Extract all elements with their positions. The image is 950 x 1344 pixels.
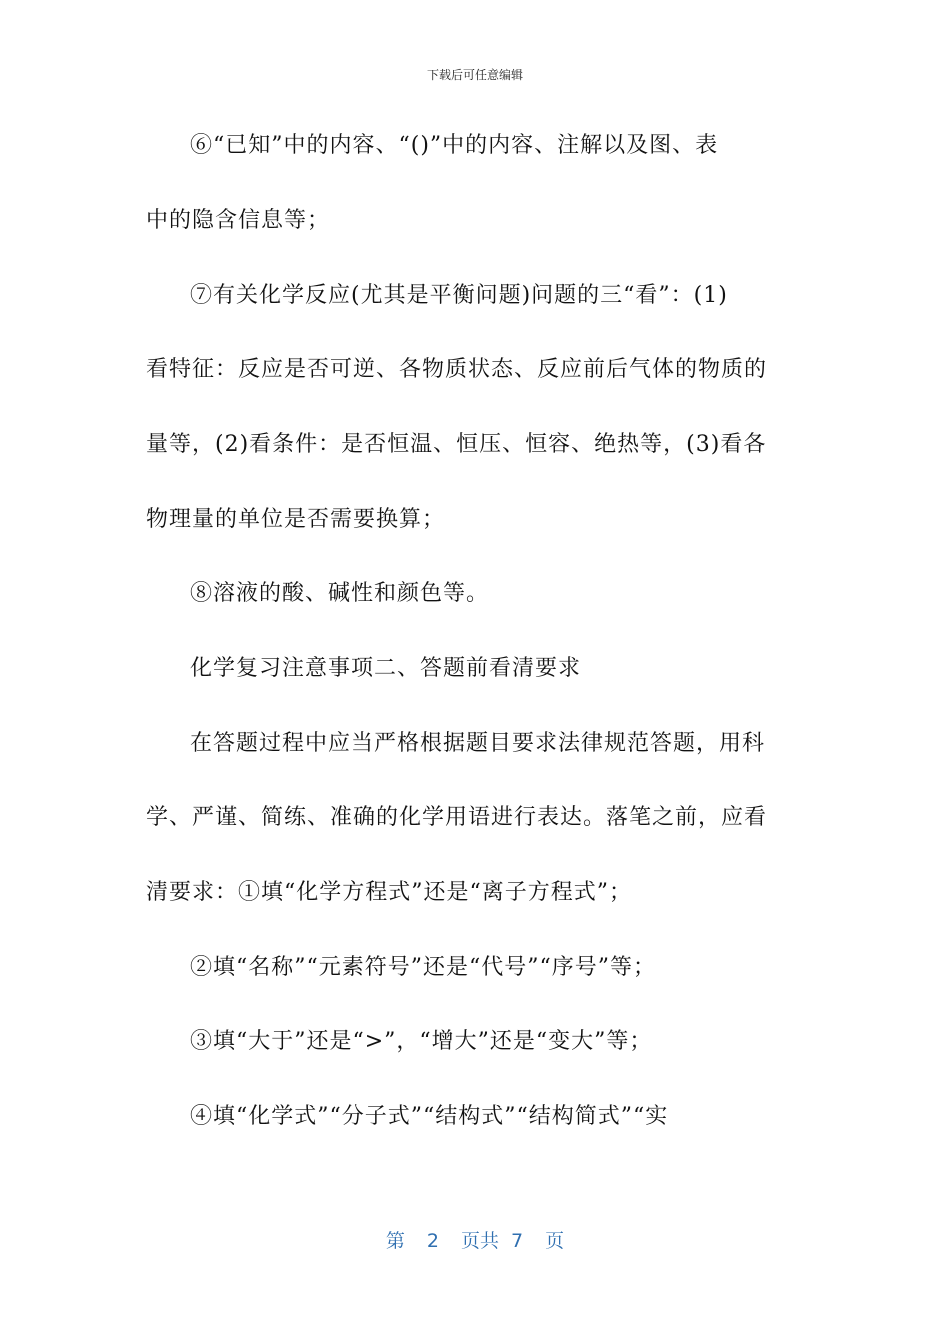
page-footer bbox=[0, 1226, 950, 1253]
footer-suffix: 页 bbox=[545, 1230, 565, 1252]
page-header: 下载后可任意编辑 bbox=[426, 68, 523, 82]
footer-prefix: 第 bbox=[385, 1230, 405, 1252]
paragraph-line: 物理量的单位是否需要换算； bbox=[146, 507, 446, 532]
paragraph-line: 看特征：反应是否可逆、各物质状态、反应前后气体的物质的 bbox=[146, 357, 768, 382]
paragraph-line: ③填“大于”还是“>”，“增大”还是“变大”等； bbox=[190, 1029, 653, 1054]
paragraph-line: 在答题过程中应当严格根据题目要求法律规范答题，用科 bbox=[190, 731, 766, 756]
paragraph-line: ②填“名称”“元素符号”还是“代号”“序号”等； bbox=[190, 955, 656, 980]
paragraph-line: ⑧溶液的酸、碱性和颜色等。 bbox=[190, 581, 490, 606]
paragraph-line: ⑦有关化学反应(尤其是平衡问题)问题的三“看”：(1) bbox=[190, 283, 728, 308]
footer-page-number: 2 bbox=[426, 1230, 439, 1252]
section-heading: 化学复习注意事项二、答题前看清要求 bbox=[190, 656, 582, 681]
paragraph-line: 中的隐含信息等； bbox=[146, 208, 331, 233]
paragraph-line: ④填“化学式”“分子式”“结构式”“结构简式”“实 bbox=[190, 1104, 669, 1129]
footer-total-pages: 7 bbox=[511, 1230, 524, 1252]
footer-middle: 页共 bbox=[460, 1230, 499, 1252]
paragraph-line: 量等，(2)看条件：是否恒温、恒压、恒容、绝热等，(3)看各 bbox=[146, 432, 767, 457]
paragraph-line: 清要求：①填“化学方程式”还是“离子方程式”； bbox=[146, 880, 632, 905]
paragraph-line: ⑥“已知”中的内容、“()”中的内容、注解以及图、表 bbox=[190, 133, 719, 158]
paragraph-line: 学、严谨、简练、准确的化学用语进行表达。落笔之前，应看 bbox=[146, 805, 768, 830]
